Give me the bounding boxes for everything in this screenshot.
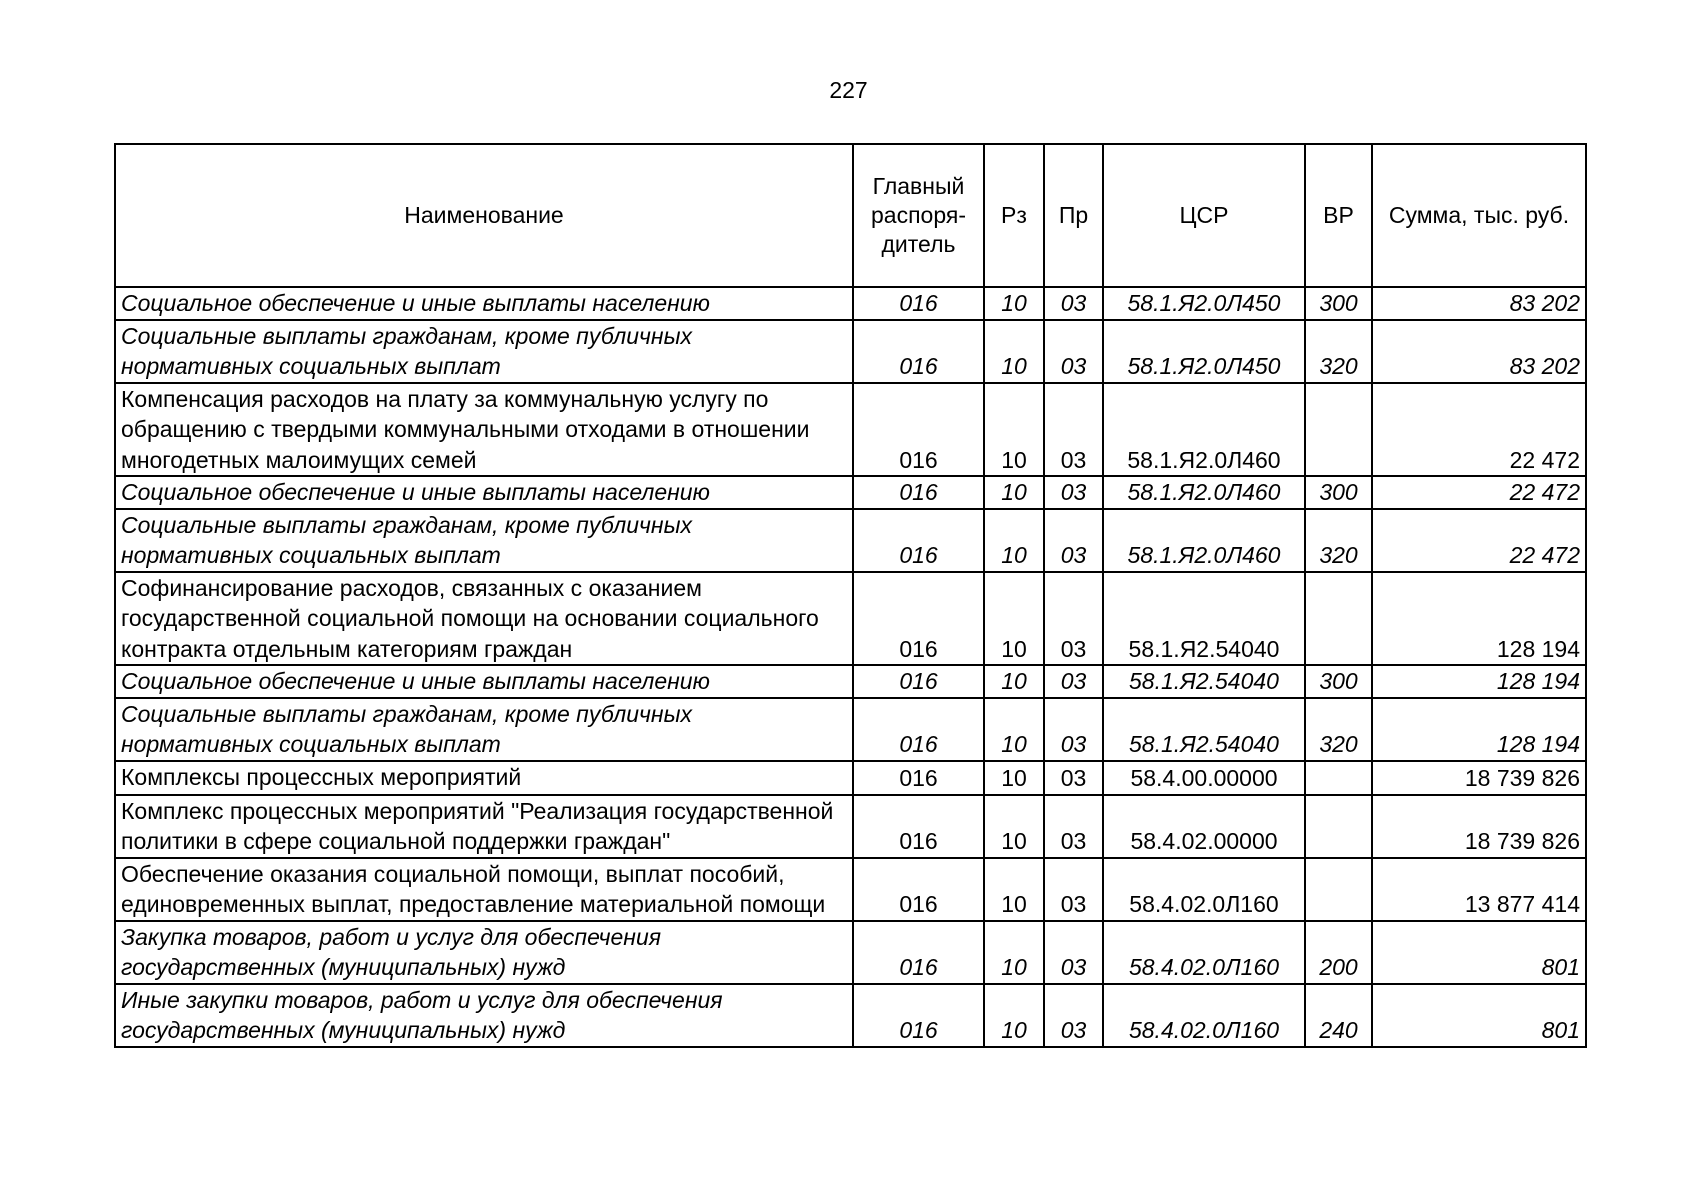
- row-pr: 03: [1044, 984, 1103, 1047]
- table-row: [115, 761, 1586, 795]
- row-vr: 300: [1305, 665, 1372, 698]
- row-main-manager: 016: [853, 509, 984, 572]
- header-name: Наименование: [115, 144, 853, 287]
- table-row: [115, 383, 1586, 477]
- row-rz: 10: [984, 476, 1044, 509]
- row-name: Обеспечение оказания социальной помощи, выплат пособий, единовременных выплат, предоставление материальной помощи: [115, 858, 853, 921]
- row-name: Комплексы процессных мероприятий: [115, 761, 853, 795]
- row-vr: 300: [1305, 287, 1372, 320]
- row-name: Социальные выплаты гражданам, кроме публичных нормативных социальных выплат: [115, 509, 853, 572]
- row-main-manager: 016: [853, 383, 984, 477]
- header-row: [115, 144, 1586, 287]
- row-csr: 58.1.Я2.54040: [1103, 572, 1305, 666]
- row-rz: 10: [984, 984, 1044, 1047]
- budget-table: [114, 143, 1587, 1048]
- row-main-manager: 016: [853, 858, 984, 921]
- row-vr: 300: [1305, 476, 1372, 509]
- row-sum: 22 472: [1372, 476, 1586, 509]
- table-row: [115, 858, 1586, 921]
- row-main-manager: 016: [853, 795, 984, 858]
- row-sum: 83 202: [1372, 287, 1586, 320]
- row-csr: 58.1.Я2.0Л450: [1103, 287, 1305, 320]
- row-main-manager: 016: [853, 761, 984, 795]
- row-name: Социальное обеспечение и иные выплаты населению: [115, 476, 853, 509]
- row-pr: 03: [1044, 921, 1103, 984]
- row-main-manager: 016: [853, 320, 984, 383]
- table-row: [115, 698, 1586, 761]
- header-sum: Сумма, тыс. руб.: [1372, 144, 1586, 287]
- row-rz: 10: [984, 383, 1044, 477]
- table-row: [115, 665, 1586, 698]
- row-name: Иные закупки товаров, работ и услуг для обеспечения государственных (муниципальных) нужд: [115, 984, 853, 1047]
- row-rz: 10: [984, 698, 1044, 761]
- row-name: Социальное обеспечение и иные выплаты населению: [115, 665, 853, 698]
- row-pr: 03: [1044, 287, 1103, 320]
- row-csr: 58.4.02.00000: [1103, 795, 1305, 858]
- row-csr: 58.1.Я2.0Л460: [1103, 476, 1305, 509]
- row-rz: 10: [984, 287, 1044, 320]
- row-rz: 10: [984, 320, 1044, 383]
- row-sum: 801: [1372, 921, 1586, 984]
- row-main-manager: 016: [853, 698, 984, 761]
- row-sum: 13 877 414: [1372, 858, 1586, 921]
- header-vr: ВР: [1305, 144, 1372, 287]
- row-rz: 10: [984, 858, 1044, 921]
- page-number: 227: [829, 77, 868, 103]
- row-main-manager: 016: [853, 984, 984, 1047]
- row-vr: 240: [1305, 984, 1372, 1047]
- row-name: Закупка товаров, работ и услуг для обеспечения государственных (муниципальных) нужд: [115, 921, 853, 984]
- row-csr: 58.1.Я2.54040: [1103, 665, 1305, 698]
- row-sum: 128 194: [1372, 572, 1586, 666]
- row-rz: 10: [984, 795, 1044, 858]
- row-csr: 58.4.02.0Л160: [1103, 984, 1305, 1047]
- row-pr: 03: [1044, 665, 1103, 698]
- row-name: Компенсация расходов на плату за коммунальную услугу по обращению с твердыми коммунальными отходами в отношении многодетных малоимущих семей: [115, 383, 853, 477]
- row-sum: 128 194: [1372, 698, 1586, 761]
- row-sum: 83 202: [1372, 320, 1586, 383]
- row-csr: 58.1.Я2.54040: [1103, 698, 1305, 761]
- row-sum: 22 472: [1372, 509, 1586, 572]
- row-vr: [1305, 383, 1372, 477]
- row-name: Социальные выплаты гражданам, кроме публичных нормативных социальных выплат: [115, 698, 853, 761]
- header-main-manager: Главный распоря-дитель: [853, 144, 984, 287]
- row-rz: 10: [984, 572, 1044, 666]
- header-pr: Пр: [1044, 144, 1103, 287]
- row-name: Комплекс процессных мероприятий "Реализация государственной политики в сфере социальной поддержки граждан": [115, 795, 853, 858]
- row-pr: 03: [1044, 383, 1103, 477]
- row-vr: 320: [1305, 698, 1372, 761]
- table-row: [115, 287, 1586, 320]
- row-pr: 03: [1044, 572, 1103, 666]
- row-sum: 18 739 826: [1372, 795, 1586, 858]
- row-csr: 58.4.02.0Л160: [1103, 921, 1305, 984]
- row-pr: 03: [1044, 476, 1103, 509]
- row-sum: 22 472: [1372, 383, 1586, 477]
- row-vr: 200: [1305, 921, 1372, 984]
- row-vr: 320: [1305, 509, 1372, 572]
- row-main-manager: 016: [853, 476, 984, 509]
- row-pr: 03: [1044, 320, 1103, 383]
- row-main-manager: 016: [853, 665, 984, 698]
- row-rz: 10: [984, 761, 1044, 795]
- header-rz: Рз: [984, 144, 1044, 287]
- row-vr: [1305, 795, 1372, 858]
- row-name: Социальное обеспечение и иные выплаты населению: [115, 287, 853, 320]
- row-vr: [1305, 858, 1372, 921]
- table-row: [115, 509, 1586, 572]
- table-row: [115, 984, 1586, 1047]
- row-csr: 58.1.Я2.0Л450: [1103, 320, 1305, 383]
- table-row: [115, 572, 1586, 666]
- row-csr: 58.4.02.0Л160: [1103, 858, 1305, 921]
- row-main-manager: 016: [853, 921, 984, 984]
- row-pr: 03: [1044, 761, 1103, 795]
- row-pr: 03: [1044, 858, 1103, 921]
- row-sum: 18 739 826: [1372, 761, 1586, 795]
- row-csr: 58.1.Я2.0Л460: [1103, 509, 1305, 572]
- row-main-manager: 016: [853, 287, 984, 320]
- row-csr: 58.1.Я2.0Л460: [1103, 383, 1305, 477]
- table-row: [115, 476, 1586, 509]
- row-rz: 10: [984, 921, 1044, 984]
- row-rz: 10: [984, 665, 1044, 698]
- row-vr: [1305, 761, 1372, 795]
- table-row: [115, 795, 1586, 858]
- row-vr: 320: [1305, 320, 1372, 383]
- row-pr: 03: [1044, 795, 1103, 858]
- row-rz: 10: [984, 509, 1044, 572]
- row-sum: 801: [1372, 984, 1586, 1047]
- row-csr: 58.4.00.00000: [1103, 761, 1305, 795]
- row-main-manager: 016: [853, 572, 984, 666]
- row-pr: 03: [1044, 509, 1103, 572]
- table-row: [115, 320, 1586, 383]
- row-vr: [1305, 572, 1372, 666]
- row-sum: 128 194: [1372, 665, 1586, 698]
- row-name: Социальные выплаты гражданам, кроме публичных нормативных социальных выплат: [115, 320, 853, 383]
- row-pr: 03: [1044, 698, 1103, 761]
- header-csr: ЦСР: [1103, 144, 1305, 287]
- table-row: [115, 921, 1586, 984]
- row-name: Софинансирование расходов, связанных с оказанием государственной социальной помощи на основании социального контракта отдельным категориям граждан: [115, 572, 853, 666]
